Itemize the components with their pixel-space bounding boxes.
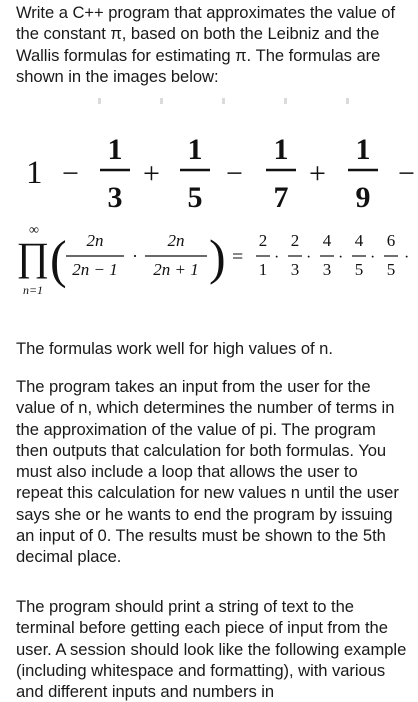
leibniz-num-4: 1	[355, 133, 371, 166]
leibniz-den-3: 7	[273, 181, 289, 214]
leibniz-num-2: 1	[187, 133, 203, 166]
wallis-right-paren: )	[209, 229, 226, 285]
wallis-frac-den-5: 5	[386, 260, 396, 279]
leibniz-formula	[0, 128, 418, 220]
wallis-equals: =	[232, 246, 244, 268]
leibniz-op-4: +	[309, 157, 326, 190]
wallis-frac-dot-1: ·	[274, 249, 280, 266]
leibniz-op-2: +	[143, 157, 160, 190]
wallis-frac-num-5: 6	[386, 231, 396, 250]
leibniz-op-1: −	[62, 157, 79, 190]
cropped-formula-strip	[60, 98, 400, 104]
leibniz-den-1: 3	[107, 181, 123, 214]
leibniz-one: 1	[26, 155, 43, 191]
wallis-frac-den-3: 3	[322, 260, 332, 279]
leibniz-den-2: 5	[187, 181, 203, 214]
works-well-paragraph: The formulas work well for high values of n.	[16, 339, 333, 358]
wallis-lower-limit: n=1	[22, 283, 44, 297]
intro-paragraph: Write a C++ program that approximates the value of the constant π, based on both the Leibniz and the Wallis formulas for estimating π. The formulas are shown in the images below:	[16, 3, 396, 86]
leibniz-den-4: 9	[355, 181, 371, 214]
print-description-paragraph: The program should print a string of text to the terminal before getting each piece of input from the user. A session should look like the following example (including whitespace and formatting), with various and different inputs and numbers in	[16, 597, 407, 702]
wallis-term2-num: 2n	[167, 231, 185, 250]
leibniz-num-1: 1	[107, 133, 123, 166]
wallis-frac-den-4: 5	[354, 260, 364, 279]
wallis-frac-num-2: 2	[290, 231, 300, 250]
leibniz-num-3: 1	[273, 133, 289, 166]
program-description-paragraph: The program takes an input from the user for the value of n, which determines the number of terms in the approximation of the value of pi. The program then outputs that calculation for both formulas. You must also include a loop that allows the user to repeat this calculation for new values n until the user says she or he wants to end the program by issuing an input of 0. The results must be shown to the 5th decimal place.	[16, 377, 399, 567]
leibniz-op-5: −	[398, 157, 415, 190]
wallis-frac-num-3: 4	[322, 231, 332, 250]
leibniz-op-3: −	[226, 157, 243, 190]
wallis-frac-den-2: 3	[290, 260, 300, 279]
wallis-term2-den: 2n + 1	[153, 260, 199, 279]
wallis-formula	[0, 218, 418, 314]
wallis-term1-num: 2n	[86, 231, 104, 250]
wallis-upper-limit: ∞	[29, 223, 39, 238]
wallis-term1-den: 2n − 1	[72, 260, 118, 279]
wallis-frac-dot-3: ·	[338, 249, 344, 266]
wallis-cdot-1: ·	[132, 246, 138, 266]
wallis-frac-den-1: 1	[258, 260, 268, 279]
wallis-frac-dot-4: ·	[370, 249, 376, 266]
wallis-product-symbol: ∏	[16, 234, 50, 279]
wallis-frac-dot-2: ·	[306, 249, 312, 266]
wallis-frac-num-1: 2	[258, 231, 268, 250]
wallis-frac-num-4: 4	[354, 231, 364, 250]
wallis-frac-dot-5: ·	[404, 249, 410, 266]
wallis-left-paren: (	[50, 230, 67, 290]
